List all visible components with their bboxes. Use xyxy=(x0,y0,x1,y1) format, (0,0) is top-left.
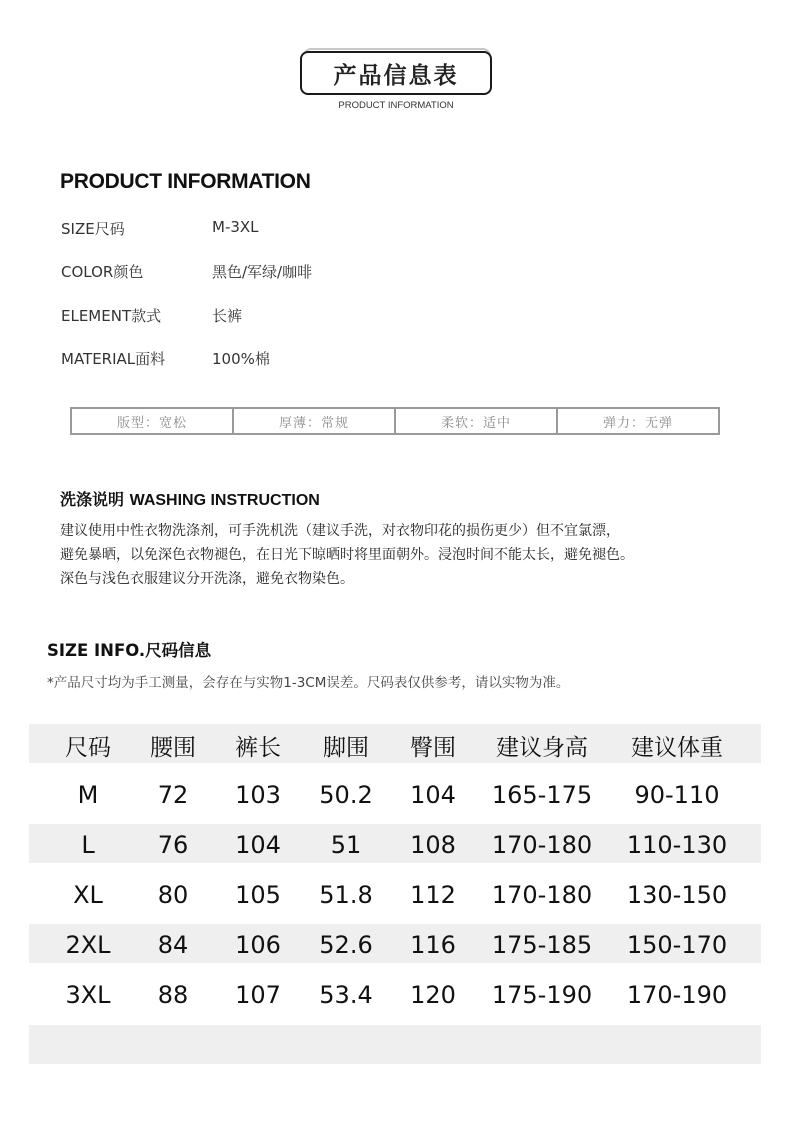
washing-title xyxy=(60,487,320,510)
attribute-thickness: 厚薄：常规 xyxy=(232,407,396,435)
table-cell: 104 xyxy=(235,831,281,859)
table-cell: 107 xyxy=(235,981,281,1009)
table-header-cell: 裤长 xyxy=(235,734,281,761)
table-cell: 76 xyxy=(157,831,189,859)
washing-line: 深色与浅色衣服建议分开洗涤，避免衣物染色。 xyxy=(60,571,354,587)
washing-title-cn: 洗涤说明 xyxy=(60,490,125,509)
attribute-bar xyxy=(70,407,720,435)
table-cell: 120 xyxy=(410,981,456,1009)
table-cell: 170-180 xyxy=(491,831,593,859)
info-key: SIZE尺码 xyxy=(61,220,125,238)
table-cell: 72 xyxy=(157,781,189,809)
table-cell: 170-180 xyxy=(491,881,593,909)
table-row xyxy=(29,974,761,1024)
product-info-title: PRODUCT INFORMATION xyxy=(60,170,311,193)
table-row xyxy=(29,774,761,824)
table-cell: 88 xyxy=(157,981,189,1009)
table-header-cell: 尺码 xyxy=(65,734,111,761)
table-header-cell: 脚围 xyxy=(323,734,369,761)
table-cell: 50.2 xyxy=(319,781,373,809)
table-row xyxy=(29,824,761,874)
table-header-cell: 建议身高 xyxy=(496,734,588,761)
info-key: MATERIAL面料 xyxy=(61,350,166,368)
table-cell: 175-185 xyxy=(491,931,593,959)
table-cell: 80 xyxy=(157,881,189,909)
attribute-softness: 柔软：适中 xyxy=(394,407,558,435)
table-cell: 90-110 xyxy=(634,781,720,809)
table-cell: 103 xyxy=(235,781,281,809)
table-header-cell: 臀围 xyxy=(410,734,456,761)
table-cell: 130-150 xyxy=(626,881,728,909)
attribute-elasticity: 弹力：无弹 xyxy=(556,407,720,435)
table-cell: 112 xyxy=(410,881,456,909)
table-header-row xyxy=(29,724,761,774)
table-cell: 52.6 xyxy=(319,931,373,959)
info-value: 黑色/军绿/咖啡 xyxy=(212,263,313,281)
info-value: 长裤 xyxy=(212,307,243,325)
table-cell: 110-130 xyxy=(626,831,728,859)
table-cell: 108 xyxy=(410,831,456,859)
table-header-cell: 建议体重 xyxy=(631,734,723,761)
washing-title-en: WASHING INSTRUCTION xyxy=(129,492,320,509)
attribute-fit: 版型：宽松 xyxy=(70,407,234,435)
table-cell: 175-190 xyxy=(491,981,593,1009)
table-row xyxy=(29,924,761,974)
page-subtitle: PRODUCT INFORMATION xyxy=(338,100,454,111)
table-cell: 51.8 xyxy=(319,881,373,909)
table-cell: 116 xyxy=(410,931,456,959)
table-cell: XL xyxy=(73,881,103,909)
page-title: 产品信息表 xyxy=(300,51,492,95)
table-cell: 2XL xyxy=(65,931,111,959)
size-info-note: *产品尺寸均为手工测量，会存在与实物1-3CM误差。尺码表仅供参考，请以实物为准。 xyxy=(47,675,570,691)
table-cell: M xyxy=(77,781,99,809)
table-cell: 170-190 xyxy=(626,981,728,1009)
header-badge xyxy=(300,48,492,96)
table-row xyxy=(29,874,761,924)
size-info-title: SIZE INFO.尺码信息 xyxy=(47,641,212,660)
table-cell: 3XL xyxy=(65,981,111,1009)
table-cell: 105 xyxy=(235,881,281,909)
size-table xyxy=(29,724,761,1024)
table-cell: 51 xyxy=(330,831,362,859)
table-cell: 53.4 xyxy=(319,981,373,1009)
table-cell: 84 xyxy=(157,931,189,959)
table-cell: 104 xyxy=(410,781,456,809)
table-cell: L xyxy=(81,831,95,859)
info-key: COLOR颜色 xyxy=(61,263,144,281)
washing-line: 避免暴晒，以免深色衣物褪色，在日光下晾晒时将里面朝外。浸泡时间不能太长，避免褪色。 xyxy=(60,547,634,563)
info-key: ELEMENT款式 xyxy=(61,307,162,325)
info-value: M-3XL xyxy=(212,218,259,236)
table-cell: 165-175 xyxy=(491,781,593,809)
table-cell: 106 xyxy=(235,931,281,959)
table-cell: 150-170 xyxy=(626,931,728,959)
info-value: 100%棉 xyxy=(212,350,270,368)
table-footer-band xyxy=(29,1025,761,1064)
table-header-cell: 腰围 xyxy=(150,734,196,761)
washing-line: 建议使用中性衣物洗涤剂，可手洗机洗（建议手洗，对衣物印花的损伤更少）但不宜氯漂， xyxy=(60,523,620,539)
